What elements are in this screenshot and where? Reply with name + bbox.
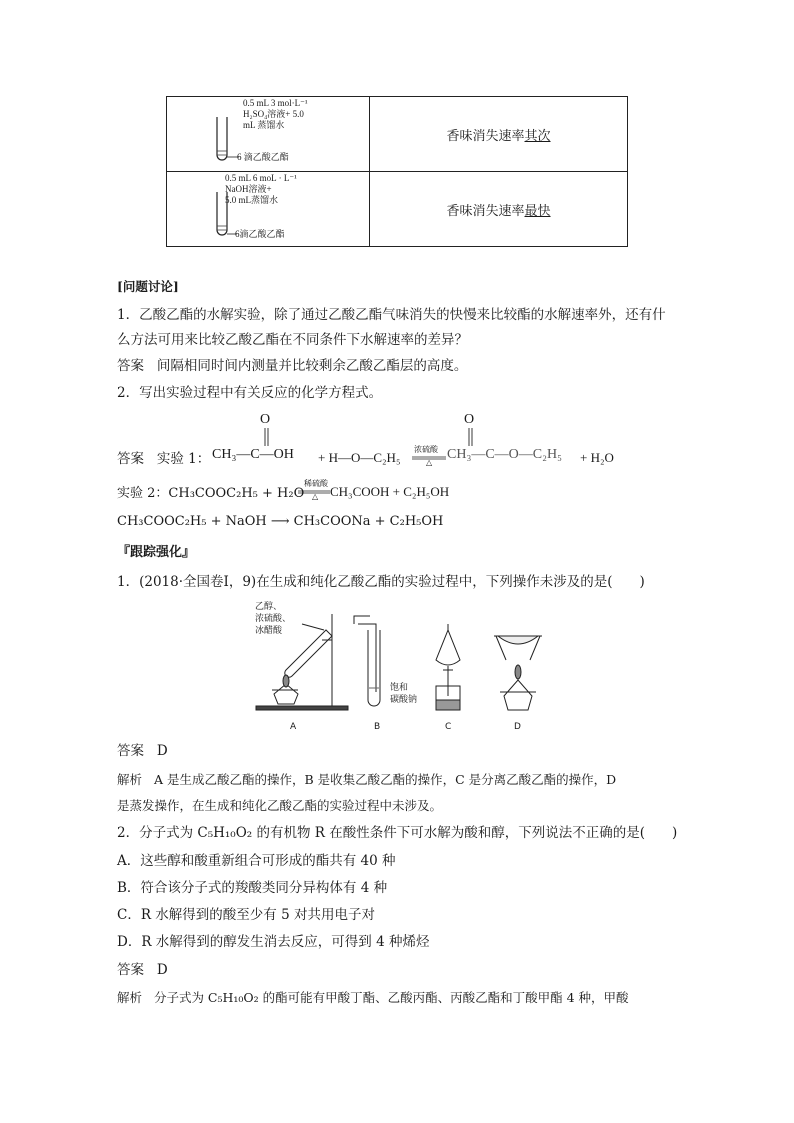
- apparatus-b: [354, 616, 380, 706]
- double-bond-line: [468, 428, 474, 446]
- answer-label: 答案: [117, 451, 144, 467]
- eq2-products: CH₃COOH + C₂H₅OH: [330, 484, 450, 499]
- analysis-text: A 是生成乙酸乙酯的操作，B 是收集乙酸乙酯的操作，C 是分离乙酸乙酯的操作，D: [153, 772, 617, 787]
- saturated-label: 碳酸钠: [390, 695, 418, 705]
- eq1-water: + H₂O: [580, 450, 614, 465]
- follow-up-question-1: 1．(2018·全国卷Ⅰ，9)在生成和纯化乙酸乙酯的实验过程中，下列操作未涉及的是( ): [117, 574, 645, 590]
- pointer-line: [227, 232, 237, 236]
- eq1-condition-top: 浓硫酸: [414, 445, 438, 454]
- tube-label-line2: NaOH溶液+: [225, 184, 272, 194]
- tube-label-line3: 5.0 mL蒸馏水: [225, 195, 278, 205]
- result-emphasis: 最快: [524, 203, 551, 219]
- eq1-carbonyl-o: O: [260, 412, 271, 427]
- experiment-2-label: 实验 2：: [117, 486, 169, 501]
- answer-label: 答案: [117, 358, 144, 374]
- table-cell-result: [370, 97, 628, 172]
- figure-label-d: D: [514, 722, 521, 732]
- eq2-reactants: CH₃COOC₂H₅ + H₂O: [168, 486, 305, 501]
- follow-up-answer-2: [117, 960, 168, 980]
- answer-value: D: [156, 743, 168, 759]
- question-2: 2．写出实验过程中有关反应的化学方程式。: [117, 385, 383, 401]
- table-row: [167, 172, 628, 247]
- question-1-line2: 么方法可用来比较乙酸乙酯在不同条件下水解速率的差异？: [117, 332, 468, 348]
- follow-up-question-2: 2．分子式为 C₅H₁₀O₂ 的有机物 R 在酸性条件下可水解为酸和醇，下列说法不正确的是( ): [117, 825, 678, 841]
- experiment-3: CH₃COOC₂H₅ + NaOH ⟶ CH₃COONa + C₂H₅OH: [117, 514, 444, 529]
- experiment-1-label: 实验 1：: [156, 451, 211, 467]
- eq2-condition-top: 稀硫酸: [304, 479, 328, 488]
- eq1-acid: CH₃—C—OH: [212, 447, 294, 462]
- table-cell-diagram: [167, 97, 370, 172]
- answer-value: D: [156, 962, 168, 978]
- answer-label: 答案: [117, 962, 144, 978]
- reagent-label: 乙醇、: [255, 602, 283, 612]
- tube-label-bottom: 6滴乙酸乙酯: [235, 229, 285, 239]
- analysis-text: 分子式为 C₅H₁₀O₂ 的酯可能有甲酸丁酯、乙酸丙酯、丙酸乙酯和丁酸甲酯 4 种，甲酸: [153, 990, 629, 1005]
- analysis-2-line1: [117, 988, 629, 1008]
- tube-label-line1: 0.5 mL 3 mol·L⁻¹: [243, 98, 308, 108]
- reagent-label: 冰醋酸: [255, 626, 283, 636]
- analysis-label: 解析: [117, 990, 143, 1005]
- experiment-2: [117, 484, 304, 504]
- follow-up-answer-1: [117, 741, 168, 761]
- result-text: 香味消失速率: [446, 128, 525, 144]
- option-a: A．这些醇和酸重新组合可形成的酯共有 40 种: [117, 853, 396, 869]
- eq1-carbonyl-o2: O: [464, 412, 475, 427]
- analysis-1-line1: [117, 770, 616, 790]
- option-b: B．符合该分子式的羧酸类同分异构体有 4 种: [117, 880, 388, 896]
- question-1-line1: 1．乙酸乙酯的水解实验，除了通过乙酸乙酯气味消失的快慢来比较酯的水解速率外，还有什: [117, 307, 666, 323]
- tube-label-line2: H₂SO₄溶液+ 5.0: [243, 109, 304, 119]
- answer-label: 答案: [117, 743, 144, 759]
- table-cell-result: [370, 172, 628, 247]
- table-cell-diagram: [167, 172, 370, 247]
- reagent-label: 浓硫酸、: [255, 614, 292, 624]
- saturated-label: 饱和: [390, 683, 409, 693]
- eq1-condition-bottom: △: [426, 458, 433, 467]
- tube-label-bottom: 6 滴乙酸乙酯: [237, 152, 289, 162]
- apparatus-d: [494, 636, 542, 710]
- follow-up-heading: 『跟踪强化』: [117, 545, 196, 560]
- figure-label-a: A: [290, 722, 297, 732]
- table-row: [167, 97, 628, 172]
- apparatus-c: [436, 624, 460, 710]
- tube-label-line3: mL 蒸馏水: [243, 120, 285, 130]
- discussion-heading: [问题讨论]: [117, 279, 179, 294]
- answer-text: 间隔相同时间内测量并比较剩余乙酸乙酯层的高度。: [156, 358, 468, 374]
- result-text: 香味消失速率: [446, 203, 525, 219]
- answer-1: [117, 356, 467, 376]
- answer-2: [117, 449, 210, 469]
- eq1-alcohol: + H—O—C₂H₅: [318, 450, 401, 465]
- analysis-1-line2: 是蒸发操作，在生成和纯化乙酸乙酯的实验过程中未涉及。: [117, 798, 443, 813]
- analysis-label: 解析: [117, 772, 143, 787]
- figure-label-b: B: [374, 722, 381, 732]
- double-bond-line: [264, 428, 270, 446]
- pointer-line: [227, 155, 239, 159]
- eq1-ester: CH₃—C—O—C₂H₅: [447, 447, 562, 462]
- eq2-condition-bottom: △: [312, 492, 319, 501]
- tube-label-line1: 0.5 mL 6 moL · L⁻¹: [225, 173, 297, 183]
- option-d: D．R 水解得到的醇发生消去反应，可得到 4 种烯烃: [117, 934, 430, 950]
- experiment-table: [166, 96, 628, 247]
- result-emphasis: 其次: [524, 128, 551, 144]
- figure-label-c: C: [445, 722, 452, 732]
- option-c: C．R 水解得到的酸至少有 5 对共用电子对: [117, 907, 375, 923]
